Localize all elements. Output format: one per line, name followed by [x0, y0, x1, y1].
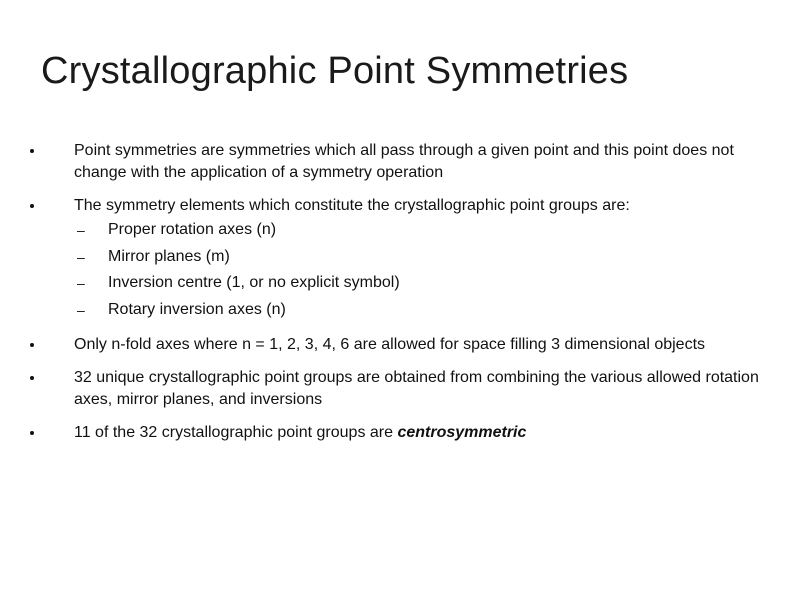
- bullet-text: Only n-fold axes where n = 1, 2, 3, 4, 6 are allowed for space filling 3 dimensional objects: [74, 336, 706, 353]
- sub-item-text: Proper rotation axes (n): [108, 221, 277, 238]
- bullet-text: Point symmetries are symmetries which all pass through a given point and this point does not change with the application of a symmetry operation: [74, 142, 734, 181]
- sub-item-rotary-inversion: [74, 297, 760, 324]
- dash-icon: –: [77, 248, 85, 265]
- bullet-dot-icon: [30, 376, 34, 380]
- sub-bullet-list: [74, 217, 760, 323]
- bullet-text: 32 unique crystallographic point groups are obtained from combining the various allowed rotation axes, mirror planes, and inversions: [74, 369, 759, 408]
- bullet-allowed-axes: [30, 334, 760, 356]
- dash-icon: –: [77, 275, 85, 291]
- emphasis-text: centrosymmetric: [397, 424, 527, 441]
- bullet-centrosymmetric: [30, 422, 760, 444]
- sub-item-inversion-centre: [74, 270, 760, 297]
- bullet-dot-icon: [30, 149, 34, 153]
- dash-icon: –: [77, 222, 85, 238]
- dash-icon: –: [77, 301, 85, 318]
- bullet-point-symmetries: [30, 140, 760, 184]
- bullet-text: The symmetry elements which constitute the crystallographic point groups are:: [74, 197, 630, 214]
- sub-item-text: Mirror planes (m): [108, 247, 230, 265]
- sub-item-proper-rotation: [74, 217, 760, 244]
- bullet-dot-icon: [30, 204, 34, 208]
- sub-item-text: Rotary inversion axes (n): [108, 300, 286, 318]
- sub-item-text: Inversion centre (1, or no explicit symbol): [108, 274, 400, 291]
- bullet-symmetry-elements: [30, 195, 760, 323]
- bullet-dot-icon: [30, 431, 34, 435]
- bullet-dot-icon: [30, 343, 34, 347]
- bullet-list: [30, 140, 760, 455]
- bullet-32-point-groups: [30, 367, 760, 411]
- bullet-text: 11 of the 32 crystallographic point groups are: [74, 424, 398, 441]
- sub-item-mirror-planes: [74, 244, 760, 271]
- slide-title: Crystallographic Point Symmetries: [41, 50, 629, 92]
